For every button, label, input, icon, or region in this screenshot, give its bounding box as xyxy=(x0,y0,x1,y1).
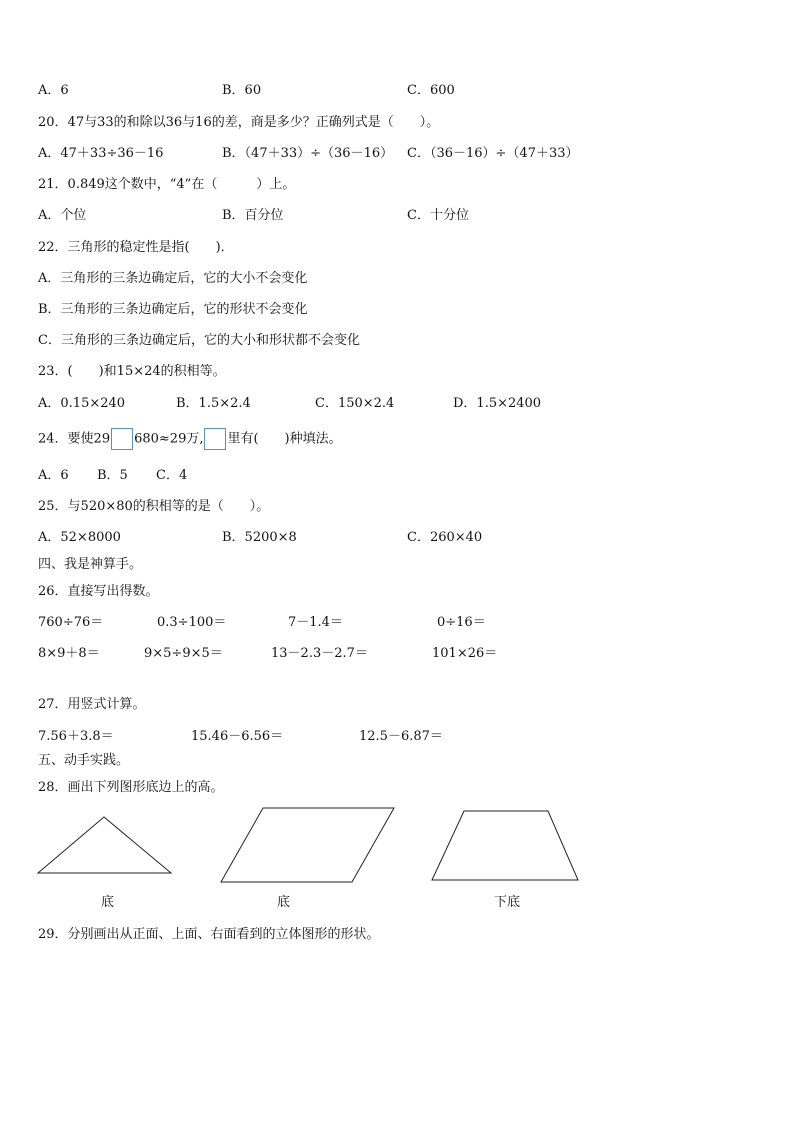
q23-option-c: C．150×2.4 xyxy=(315,396,395,411)
q25-question: 25．与520×80的积相等的是（ ）。 xyxy=(38,499,270,514)
q23-option-b: B．1.5×2.4 xyxy=(176,396,251,411)
q26-item: 101×26＝ xyxy=(432,646,498,661)
parallelogram-base-label: 底 xyxy=(277,895,291,910)
q20-option-c: C．（36－16）÷（47＋33） xyxy=(407,146,579,161)
q23-option-a: A．0.15×240 xyxy=(38,396,126,411)
q27-item: 7.56＋3.8＝ xyxy=(38,729,114,744)
q20-question: 20．47与33的和除以36与16的差，商是多少？正确列式是（ ）。 xyxy=(38,115,440,130)
q26-item: 9×5÷9×5＝ xyxy=(144,646,223,661)
q20-option-b: B．（47＋33）÷（36－16） xyxy=(222,146,394,161)
triangle-base-label: 底 xyxy=(101,895,115,910)
q24-option-b: B．5 xyxy=(97,468,128,483)
q27-item: 15.46－6.56＝ xyxy=(191,729,284,744)
q24-text-2: 680≈29万, xyxy=(134,431,204,447)
trapezoid-base-label: 下底 xyxy=(494,895,521,910)
parallelogram-shape xyxy=(221,808,394,882)
q26-question: 26．直接写出得数。 xyxy=(38,584,159,599)
q22-option-c: C．三角形的三条边确定后，它的大小和形状都不会变化 xyxy=(38,333,360,348)
q29-question: 29．分别画出从正面、上面、右面看到的立体图形的形状。 xyxy=(38,927,380,942)
q22-option-a: A．三角形的三条边确定后，它的大小不会变化 xyxy=(38,271,308,286)
q21-option-c: C．十分位 xyxy=(407,208,469,223)
q25-option-a: A．52×8000 xyxy=(38,530,121,545)
section-4-heading: 四、我是神算手。 xyxy=(38,557,143,572)
section-5-heading: 五、动手实践。 xyxy=(38,753,130,768)
trapezoid-shape xyxy=(432,811,578,880)
q21-option-a: A．个位 xyxy=(38,208,87,223)
q25-option-b: B．5200×8 xyxy=(222,530,297,545)
q24-option-a: A．6 xyxy=(38,468,69,483)
q27-item: 12.5－6.87＝ xyxy=(359,729,443,744)
q21-question: 21．0.849这个数中，“4”在（ ）上。 xyxy=(38,177,296,192)
q26-item: 13－2.3－2.7＝ xyxy=(271,646,368,661)
q26-item: 7－1.4＝ xyxy=(288,615,343,630)
q24-text-1: 24．要使29 xyxy=(38,431,111,447)
q26-item: 0.3÷100＝ xyxy=(157,615,227,630)
q19-option-c: C．600 xyxy=(407,83,455,98)
q19-option-a: A．6 xyxy=(38,83,69,98)
q27-question: 27．用竖式计算。 xyxy=(38,697,146,712)
q21-option-b: B．百分位 xyxy=(222,208,284,223)
q20-option-a: A．47＋33÷36－16 xyxy=(38,146,164,161)
q24-text-3: 里有( )种填法。 xyxy=(227,431,342,447)
triangle-shape xyxy=(38,817,171,873)
q19-option-b: B．60 xyxy=(222,83,262,98)
q25-option-c: C．260×40 xyxy=(407,530,483,545)
q26-item: 8×9＋8＝ xyxy=(38,646,100,661)
q28-question: 28．画出下列图形底边上的高。 xyxy=(38,780,224,795)
q23-question: 23．( )和15×24的积相等。 xyxy=(38,364,226,379)
q22-question: 22．三角形的稳定性是指( )． xyxy=(38,240,234,255)
q26-item: 760÷76＝ xyxy=(38,615,104,630)
q23-option-d: D．1.5×2400 xyxy=(453,396,542,411)
q22-option-b: B．三角形的三条边确定后，它的形状不会变化 xyxy=(38,302,308,317)
q26-item: 0÷16＝ xyxy=(437,615,486,630)
q24-option-c: C．4 xyxy=(156,468,188,483)
